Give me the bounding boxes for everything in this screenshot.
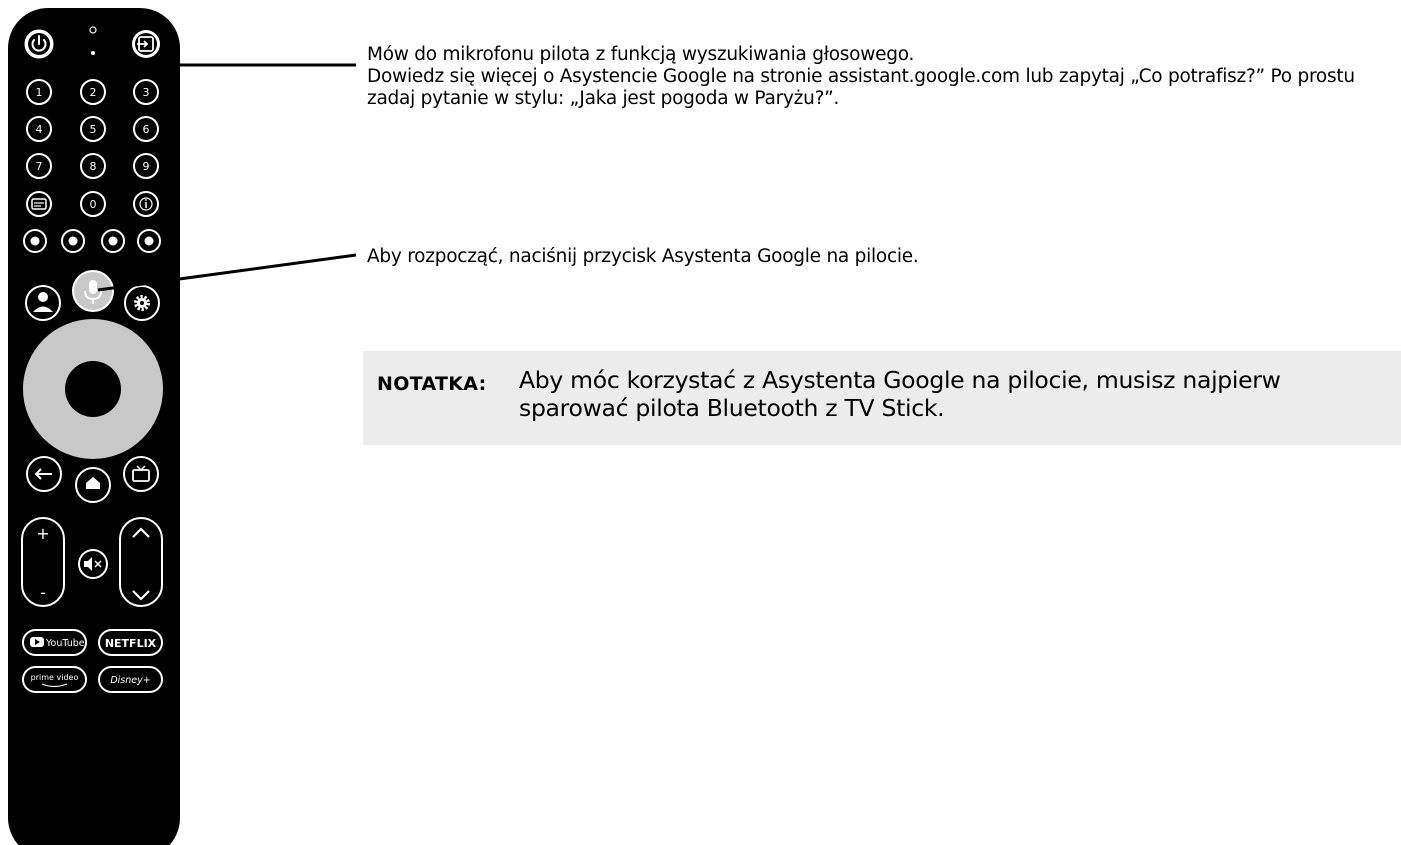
key-9[interactable] <box>134 154 158 178</box>
subtitle-button[interactable] <box>27 192 51 216</box>
callout-voice-line2: Dowiedz się więcej o Asystencie Google na stronie assistant.google.com lub zapytaj „Co potrafisz?” Po prostu zadaj pytanie w stylu: „Jaka jest pogoda w Paryżu?”. <box>367 66 1355 109</box>
key-label: 7 <box>35 160 43 173</box>
key-2[interactable] <box>81 80 105 104</box>
color-dot <box>109 237 118 246</box>
youtube-button[interactable] <box>23 630 86 655</box>
key-8[interactable] <box>81 154 105 178</box>
ok-button[interactable] <box>65 361 121 417</box>
settings-button[interactable] <box>125 286 159 320</box>
note-line2: sparować pilota Bluetooth z TV Stick. <box>519 394 945 422</box>
callout-assistant-text: Aby rozpocząć, naciśnij przycisk Asystenta Google na pilocie. <box>367 246 919 267</box>
color-button-green[interactable] <box>62 230 84 252</box>
key-6[interactable] <box>134 117 158 141</box>
key-4[interactable] <box>27 117 51 141</box>
profile-button[interactable] <box>26 286 60 320</box>
key-label: 1 <box>35 86 43 99</box>
key-label: 6 <box>142 123 150 136</box>
key-7[interactable] <box>27 154 51 178</box>
color-button-red[interactable] <box>24 230 46 252</box>
input-source-button[interactable] <box>132 30 160 58</box>
google-assistant-button[interactable] <box>73 271 113 311</box>
color-button-blue[interactable] <box>138 230 160 252</box>
callout-voice-search <box>367 44 1377 110</box>
note-box <box>363 351 1401 445</box>
key-1[interactable] <box>27 80 51 104</box>
prime-video-label: prime video <box>30 673 79 682</box>
note-label: NOTATKA: <box>377 373 487 395</box>
callout-voice-line1: Mów do mikrofonu pilota z funkcją wyszukiwania głosowego. <box>367 44 915 65</box>
key-label: 4 <box>35 123 43 136</box>
note-text <box>511 366 1391 422</box>
note-line1: Aby móc korzystać z Asystenta Google na pilocie, musisz najpierw <box>519 366 1281 394</box>
callout-assistant-button <box>367 246 1267 268</box>
color-dot <box>145 237 154 246</box>
power-button[interactable] <box>25 30 53 58</box>
key-label: 2 <box>89 86 97 99</box>
disney-plus-button[interactable] <box>99 667 162 692</box>
volume-up-label: + <box>36 524 50 543</box>
key-3[interactable] <box>134 80 158 104</box>
key-label: 5 <box>89 123 97 136</box>
key-label: 3 <box>142 86 150 99</box>
youtube-label: YouTube <box>46 638 85 649</box>
prime-video-button[interactable] <box>23 667 86 692</box>
color-dot <box>69 237 78 246</box>
color-button-yellow[interactable] <box>102 230 124 252</box>
netflix-label: NETFLIX <box>104 637 157 650</box>
home-button[interactable] <box>76 468 110 502</box>
netflix-button[interactable] <box>99 630 162 655</box>
key-0[interactable] <box>81 192 105 216</box>
key-label: 0 <box>89 198 97 211</box>
mute-button[interactable] <box>79 550 107 578</box>
microphone-hole <box>91 51 95 55</box>
info-button[interactable] <box>134 192 158 216</box>
key-5[interactable] <box>81 117 105 141</box>
disney-plus-label: Disney+ <box>110 675 151 686</box>
key-label: 9 <box>142 160 150 173</box>
channel-rocker[interactable] <box>120 518 162 606</box>
live-tv-button[interactable] <box>124 457 158 491</box>
color-dot <box>31 237 40 246</box>
volume-down-label: - <box>40 583 46 602</box>
volume-rocker[interactable] <box>22 518 64 606</box>
back-button[interactable] <box>27 457 61 491</box>
youtube-logo-icon <box>30 637 44 647</box>
key-label: 8 <box>89 160 97 173</box>
